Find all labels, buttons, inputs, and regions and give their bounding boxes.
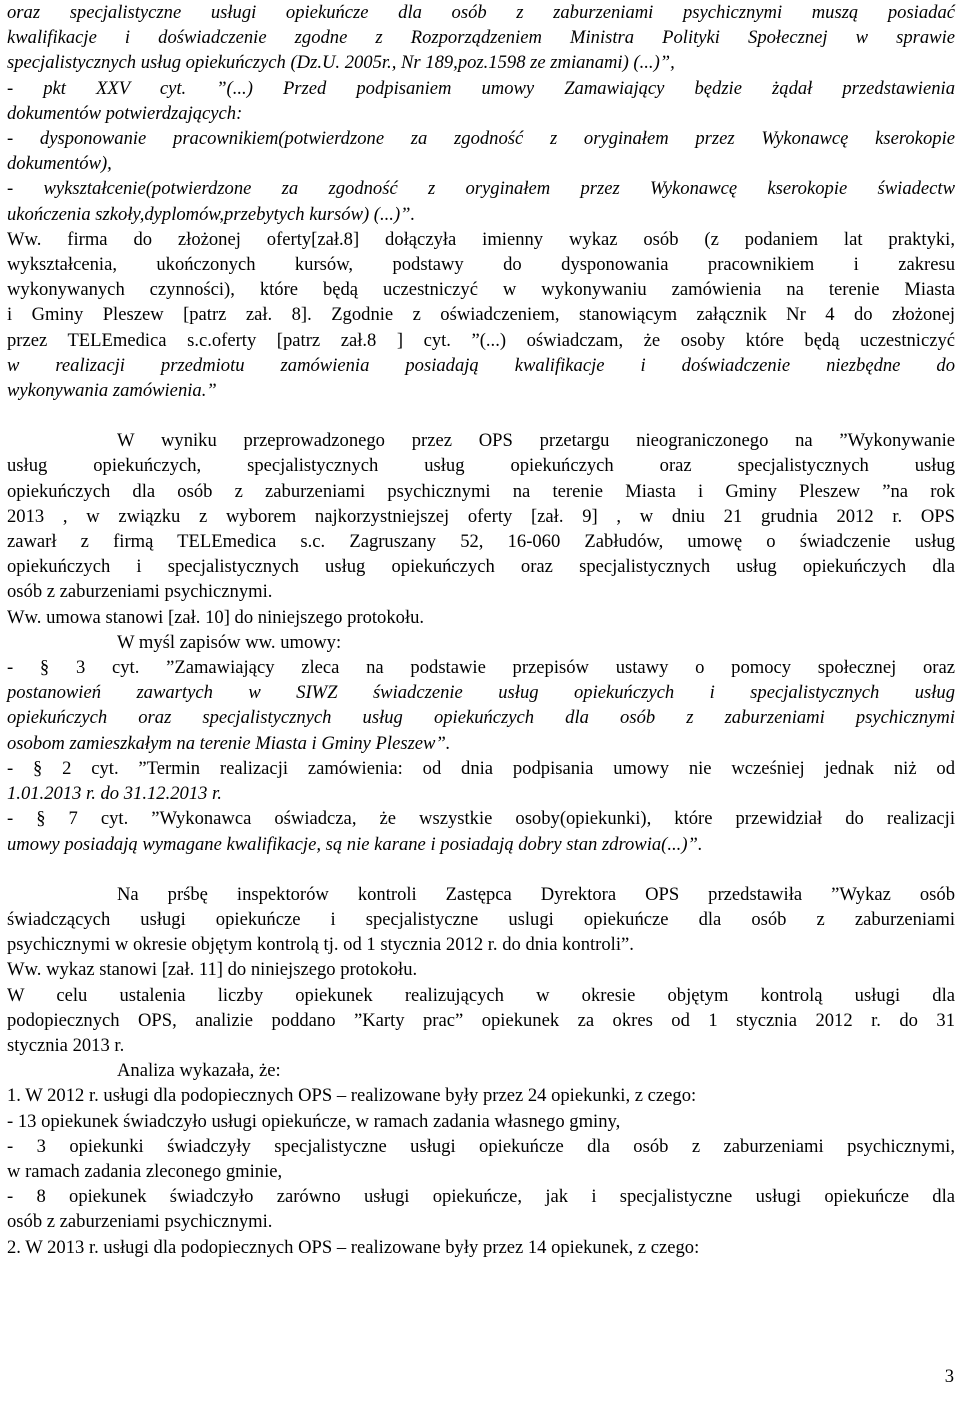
text-line: osobom zamieszkałym na terenie Miasta i Gminy Pleszew”. bbox=[7, 732, 451, 754]
paragraph-spacer bbox=[7, 857, 955, 882]
text-line: i Gminy Pleszew [patrz zał. 8]. Zgodnie z oświadczeniem, stanowiącym załącznik Nr 4 do złożonej bbox=[7, 304, 955, 326]
text-line: zawarł z firmą TELEmedica s.c. Zagruszany 52, 16-060 Zabłudów, umowę o świadczenie usług bbox=[7, 531, 955, 553]
text-line: usług opiekuńczych, specjalistycznych usług opiekuńczych oraz specjalistycznych usług bbox=[7, 455, 955, 477]
text-line: podopiecznych OPS, analizie poddano ”Karty prac” opiekunek za okres od 1 stycznia 2012 r. do 31 bbox=[7, 1009, 955, 1031]
text-line: - 13 opiekunek świadczyło usługi opiekuńcze, w ramach zadania własnego gminy, bbox=[7, 1110, 621, 1132]
text-line: Analiza wykazała, że: bbox=[117, 1060, 281, 1082]
text-line: osób z zaburzeniami psychicznymi. bbox=[7, 581, 273, 603]
text-line: W myśl zapisów ww. umowy: bbox=[117, 631, 342, 653]
text-line: W wyniku przeprowadzonego przez OPS przetargu nieograniczonego na ”Wykonywanie bbox=[117, 430, 955, 452]
text-line: 2013 , w związku z wyborem najkorzystniejszej oferty [zał. 9] , w dniu 21 grudnia 2012 r. OPS bbox=[7, 505, 955, 527]
text-line: 1.01.2013 r. do 31.12.2013 r. bbox=[7, 783, 222, 805]
text-line: Ww. firma do złożonej oferty[zał.8] dołączyła imienny wykaz osób (z podaniem lat praktyki, bbox=[7, 228, 955, 250]
text-line: Ww. umowa stanowi [zał. 10] do niniejszego protokołu. bbox=[7, 606, 425, 628]
page-number: 3 bbox=[944, 1366, 954, 1387]
text-line: Na prśbę inspektorów kontroli Zastępca Dyrektora OPS przedstawiła ”Wykaz osób bbox=[117, 883, 955, 905]
text-line: - 8 opiekunek świadczyło zarówno usługi opiekuńcze, jak i specjalistyczne usługi opiekuńcze dla bbox=[7, 1186, 955, 1208]
text-line: - 3 opiekunki świadczyły specjalistyczne usługi opiekuńcze dla osób z zaburzeniami psychicznymi, bbox=[7, 1135, 955, 1157]
text-line: - wykształcenie(potwierdzone za zgodność z oryginałem przez Wykonawcę kserokopie świadectw bbox=[7, 178, 955, 200]
paragraph-p3 bbox=[7, 882, 955, 1260]
text-line: przez TELEmedica s.c.oferty [patrz zał.8 ] cyt. ”(...) oświadczam, że osoby które będą uczestniczyć bbox=[7, 329, 955, 351]
text-line: wykształcenia, ukończonych kursów, podstawy do dysponowania pracownikiem i zakresu bbox=[7, 254, 955, 276]
text-line: - § 2 cyt. ”Termin realizacji zamówienia: od dnia podpisania umowy nie wcześniej jednak niż od bbox=[7, 757, 955, 779]
text-line: wykonywania zamówienia.” bbox=[7, 380, 217, 402]
text-line: dokumentów potwierdzających: bbox=[7, 102, 243, 124]
text-line: osób z zaburzeniami psychicznymi. bbox=[7, 1211, 273, 1233]
document-page bbox=[7, 0, 955, 1260]
text-line: kwalifikacje i doświadczenie zgodne z Rozporządzeniem Ministra Polityki Społecznej w sprawie bbox=[7, 27, 955, 49]
text-line: dokumentów), bbox=[7, 153, 112, 175]
text-line: wykonywanych czynności), które będą uczestniczyć w wykonywaniu zamówienia na terenie Miasta bbox=[7, 279, 955, 301]
text-line: oraz specjalistyczne usługi opiekuńcze dla osób z zaburzeniami psychicznymi muszą posiadać bbox=[7, 2, 955, 23]
text-line: świadczących usługi opiekuńcze i specjalistyczne uslugi opiekuńcze dla osób z zaburzeniami bbox=[7, 908, 955, 930]
text-line: opiekuńczych i specjalistycznych usług opiekuńczych oraz specjalistycznych usług opiekuńczych dla bbox=[7, 556, 955, 578]
text-line: stycznia 2013 r. bbox=[7, 1034, 125, 1056]
text-line: specjalistycznych usług opiekuńczych (Dz.U. 2005r., Nr 189,poz.1598 ze zmianami) (...)”, bbox=[7, 52, 675, 74]
paragraph-spacer bbox=[7, 403, 955, 428]
text-line: psychicznymi w okresie objętym kontrolą tj. od 1 stycznia 2012 r. do dnia kontroli”. bbox=[7, 934, 634, 956]
text-line: postanowień zawartych w SIWZ świadczenie usług opiekuńczych i specjalistycznych usług bbox=[7, 682, 955, 704]
text-line: W celu ustalenia liczby opiekunek realizujących w okresie objętym kontrolą usługi dla bbox=[7, 984, 955, 1006]
text-line: umowy posiadają wymagane kwalifikacje, są nie karane i posiadają dobry stan zdrowia(...)”. bbox=[7, 833, 703, 855]
text-line: w realizacji przedmiotu zamówienia posiadają kwalifikacje i doświadczenie niezbędne do bbox=[7, 354, 955, 376]
text-line: - § 7 cyt. ”Wykonawca oświadcza, że wszystkie osoby(opiekunki), które przewidział do realizacji bbox=[7, 808, 955, 830]
text-line: - dysponowanie pracownikiem(potwierdzone za zgodność z oryginałem przez Wykonawcę kserokopie bbox=[7, 128, 955, 150]
text-line: opiekuńczych dla osób z zaburzeniami psychicznymi na terenie Miasta i Gminy Pleszew ”na rok bbox=[7, 480, 955, 502]
paragraph-p2 bbox=[7, 428, 955, 856]
text-line: - § 3 cyt. ”Zamawiający zleca na podstawie przepisów ustawy o pomocy społecznej oraz bbox=[7, 657, 955, 679]
paragraph-p1 bbox=[7, 0, 955, 403]
text-line: opiekuńczych oraz specjalistycznych usług opiekuńczych dla osób z zaburzeniami psychicznymi bbox=[7, 707, 955, 729]
text-line: w ramach zadania zleconego gminie, bbox=[7, 1160, 283, 1182]
text-line: Ww. wykaz stanowi [zał. 11] do niniejszego protokołu. bbox=[7, 959, 418, 981]
text-line: ukończenia szkoły,dyplomów,przebytych kursów) (...)”. bbox=[7, 203, 416, 225]
text-line: 1. W 2012 r. usługi dla podopiecznych OPS – realizowane były przez 24 opiekunki, z czego: bbox=[7, 1085, 697, 1107]
text-line: - pkt XXV cyt. ”(...) Przed podpisaniem umowy Zamawiający będzie żądał przedstawienia bbox=[7, 77, 955, 99]
text-line: 2. W 2013 r. usługi dla podopiecznych OPS – realizowane były przez 14 opiekunek, z czego: bbox=[7, 1236, 700, 1258]
